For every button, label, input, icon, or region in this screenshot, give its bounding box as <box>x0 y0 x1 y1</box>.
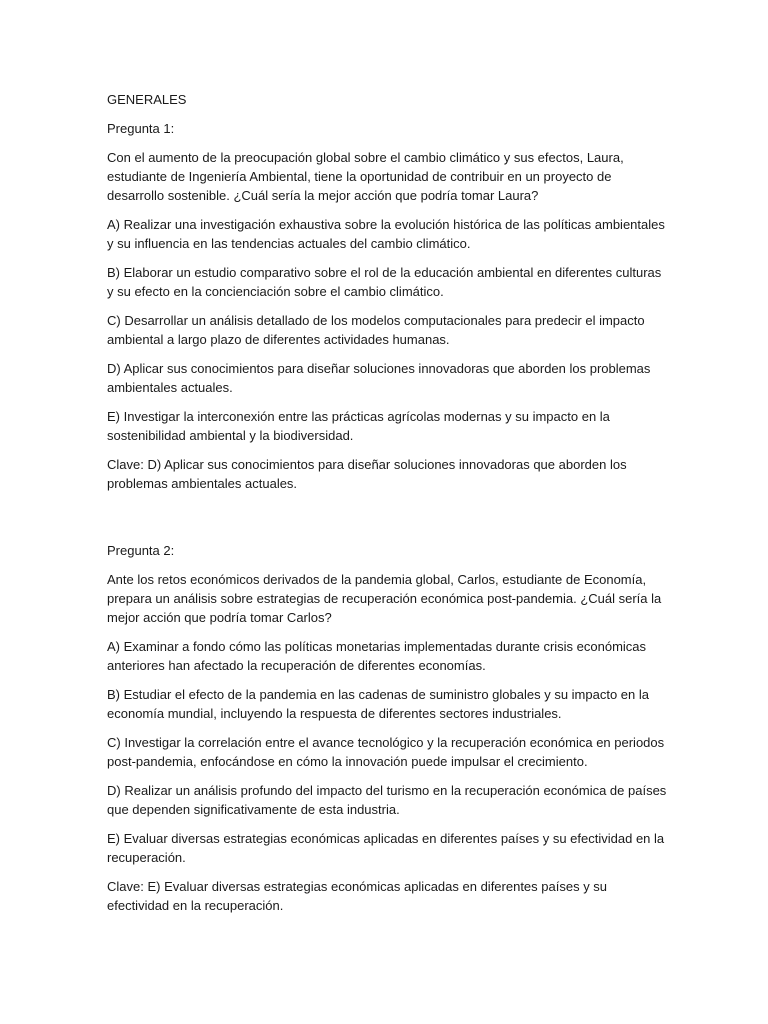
option-e: E) Investigar la interconexión entre las prácticas agrícolas modernas y su impacto en la sostenibilidad ambiental y la biodiversidad. <box>107 409 610 443</box>
option-a: A) Examinar a fondo cómo las políticas monetarias implementadas durante crisis económicas anteriores han afectado la recuperación de diferentes economías. <box>107 639 647 673</box>
answer-key: Clave: D) Aplicar sus conocimientos para diseñar soluciones innovadoras que aborden los problemas ambientales actuales. <box>107 457 627 491</box>
option-a: A) Realizar una investigación exhaustiva sobre la evolución histórica de las políticas ambientales y su influencia en las tendencias actuales del cambio climático. <box>107 217 665 251</box>
answer-key: Clave: E) Evaluar diversas estrategias económicas aplicadas en diferentes países y su efectividad en la recuperación. <box>107 879 608 913</box>
option-c: C) Investigar la correlación entre el avance tecnológico y la recuperación económica en periodos post-pandemia, enfocándose en cómo la innovación puede impulsar el crecimiento. <box>107 735 665 769</box>
question-label: Pregunta 2: <box>107 543 175 558</box>
question-stem: Ante los retos económicos derivados de la pandemia global, Carlos, estudiante de Economía, prepara un análisis sobre estrategias de recuperación económica post-pandemia. ¿Cuál sería la mejor acción que podría tomar Carlos? <box>107 572 662 625</box>
question-label: Pregunta 1: <box>107 121 175 136</box>
question-1 <box>107 119 667 493</box>
option-b: B) Elaborar un estudio comparativo sobre el rol de la educación ambiental en diferentes culturas y su efecto en la concienciación sobre el cambio climático. <box>107 265 662 299</box>
question-stem: Con el aumento de la preocupación global sobre el cambio climático y sus efectos, Laura, estudiante de Ingeniería Ambiental, tiene la oportunidad de contribuir en un proyecto de desarrollo sostenible. ¿Cuál sería la mejor acción que podría tomar Laura? <box>107 150 624 203</box>
document-page <box>107 90 667 925</box>
question-2 <box>107 541 667 915</box>
section-title: GENERALES <box>107 92 187 107</box>
option-b: B) Estudiar el efecto de la pandemia en las cadenas de suministro globales y su impacto en la economía mundial, incluyendo la respuesta de diferentes sectores industriales. <box>107 687 649 721</box>
question-separator <box>107 503 667 541</box>
option-d: D) Realizar un análisis profundo del impacto del turismo en la recuperación económica de países que dependen significativamente de esta industria. <box>107 783 667 817</box>
option-d: D) Aplicar sus conocimientos para diseñar soluciones innovadoras que aborden los problemas ambientales actuales. <box>107 361 651 395</box>
option-e: E) Evaluar diversas estrategias económicas aplicadas en diferentes países y su efectividad en la recuperación. <box>107 831 665 865</box>
option-c: C) Desarrollar un análisis detallado de los modelos computacionales para predecir el impacto ambiental a largo plazo de diferentes actividades humanas. <box>107 313 645 347</box>
